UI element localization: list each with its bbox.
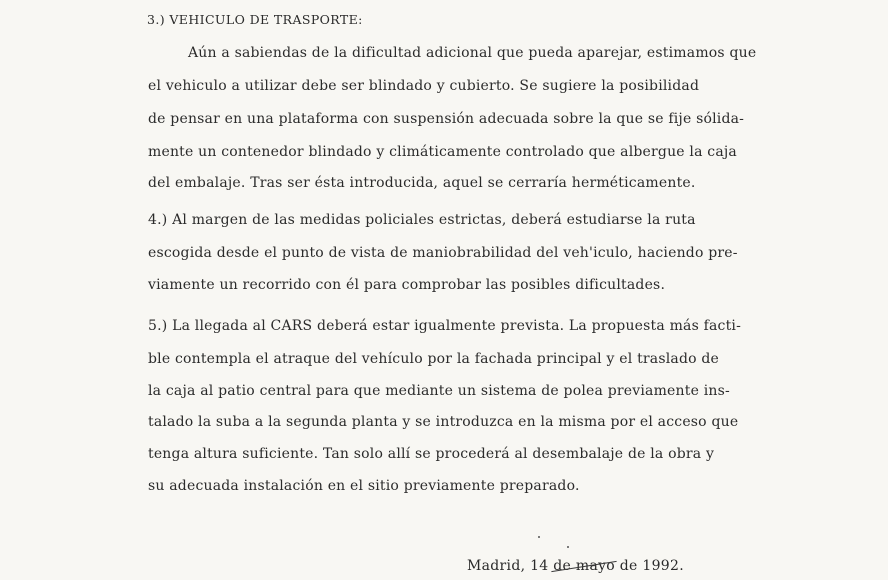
paragraph-line: escogida desde el punto de vista de maniobrabilidad del veh'iculo, haciendo pre-	[148, 245, 738, 261]
paragraph-line: Aún a sabiendas de la dificultad adicional que pueda aparejar, estimamos que	[188, 45, 757, 61]
paragraph-line: 4.) Al margen de las medidas policiales estrictas, deberá estudiarse la ruta	[148, 212, 696, 228]
paragraph-line: su adecuada instalación en el sitio previamente preparado.	[148, 478, 580, 494]
paragraph-line: 5.) La llegada al CARS deberá estar igualmente prevista. La propuesta más facti-	[148, 318, 742, 334]
date-line	[467, 558, 684, 574]
paragraph-line: viamente un recorrido con él para comprobar las posibles dificultades.	[148, 277, 666, 293]
paragraph-line: ble contempla el atraque del vehículo por la fachada principal y el traslado de	[148, 351, 720, 367]
paragraph-line: el vehiculo a utilizar debe ser blindado y cubierto. Se sugiere la posibilidad	[148, 78, 700, 94]
ink-speck	[538, 536, 540, 538]
date-suffix: de 1992.	[619, 558, 684, 574]
paragraph-line: la caja al patio central para que mediante un sistema de polea previamente ins-	[148, 383, 730, 399]
paragraph-line: mente un contenedor blindado y climáticamente controlado que albergue la caja	[148, 144, 737, 160]
date-prefix: Madrid, 14	[467, 558, 549, 574]
paragraph-line: del embalaje. Tras ser ésta introducida, aquel se cerraría herméticamente.	[148, 175, 696, 191]
section-heading: 3.) VEHICULO DE TRASPORTE:	[147, 12, 363, 27]
struck-text: de mayo	[553, 558, 616, 574]
paragraph-line: tenga altura suficiente. Tan solo allí se procederá al desembalaje de la obra y	[148, 446, 715, 462]
paragraph-line: de pensar en una plataforma con suspensión adecuada sobre la que se fije sólida-	[148, 111, 745, 127]
paragraph-line: talado la suba a la segunda planta y se introduzca en la misma por el acceso que	[148, 414, 739, 430]
ink-speck	[567, 546, 569, 548]
